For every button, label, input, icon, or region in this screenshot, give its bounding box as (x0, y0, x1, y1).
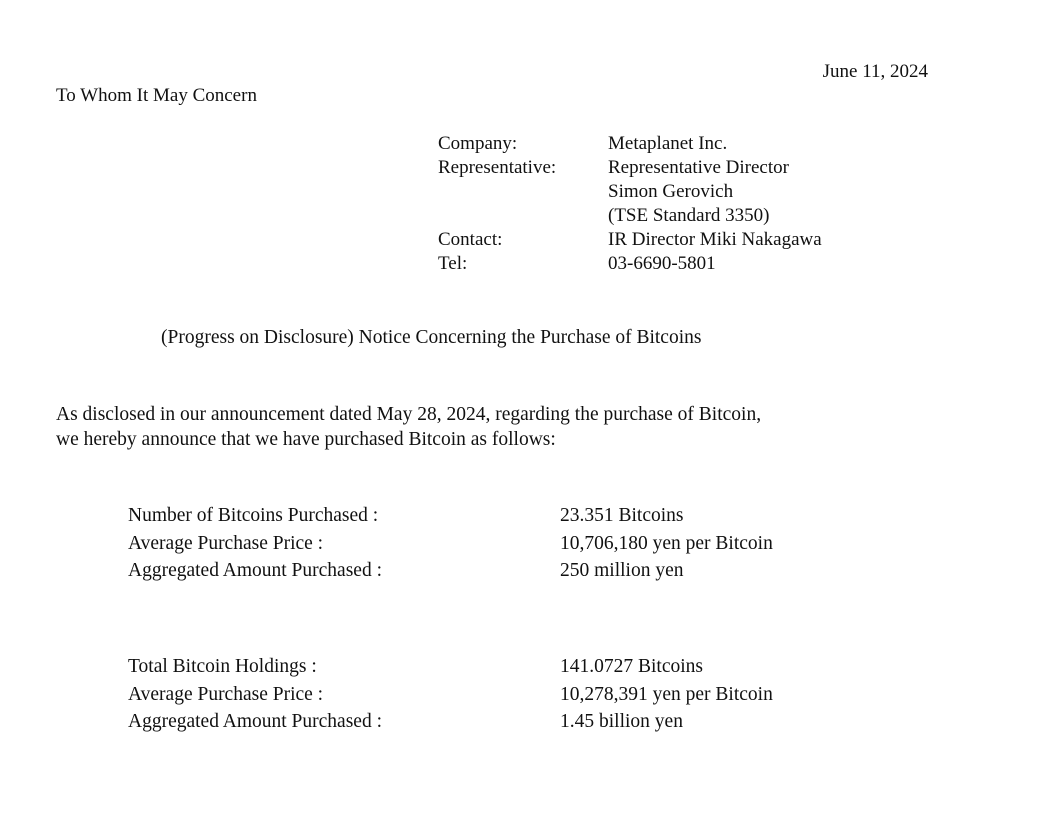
company-label: Company: (438, 133, 518, 154)
holdings-row-label: Aggregated Amount Purchased : (128, 711, 382, 732)
purchase-row-value: 10,706,180 yen per Bitcoin (560, 532, 773, 554)
purchase-row (128, 502, 773, 530)
purchase-row-value: 23.351 Bitcoins (560, 505, 684, 526)
holdings-row (128, 681, 773, 709)
purchase-table (128, 502, 773, 585)
holdings-row (128, 653, 773, 681)
purchase-row-value: 250 million yen (560, 560, 684, 581)
purchase-row (128, 530, 773, 558)
issuer-row-company (438, 132, 822, 156)
purchase-row (128, 557, 773, 585)
document-date: June 11, 2024 (822, 61, 928, 82)
issuer-row-contact (438, 228, 822, 252)
issuer-block (438, 132, 822, 276)
tel-value: 03-6690-5801 (608, 253, 716, 274)
purchase-row-label: Number of Bitcoins Purchased : (128, 505, 379, 526)
body-line-2: we hereby announce that we have purchased Bitcoin as follows: (56, 429, 556, 450)
holdings-row-value: 141.0727 Bitcoins (560, 656, 704, 677)
document-title: (Progress on Disclosure) Notice Concerning the Purchase of Bitcoins (161, 327, 702, 348)
holdings-row (128, 708, 773, 736)
tel-label: Tel: (438, 253, 468, 274)
representative-title: Representative Director (608, 157, 789, 178)
holdings-row-value: 10,278,391 yen per Bitcoin (560, 683, 773, 705)
document-addressee: To Whom It May Concern (56, 85, 257, 106)
purchase-row-label: Aggregated Amount Purchased : (128, 560, 382, 581)
issuer-row-representative-name (438, 180, 822, 204)
listing-code: (TSE Standard 3350) (608, 205, 770, 226)
contact-value: IR Director Miki Nakagawa (608, 229, 822, 250)
issuer-row-representative (438, 156, 822, 180)
body-line-1: As disclosed in our announcement dated May 28, 2024, regarding the purchase of Bitcoin, (56, 404, 762, 425)
representative-label: Representative: (438, 157, 557, 178)
company-value: Metaplanet Inc. (608, 133, 728, 154)
contact-label: Contact: (438, 229, 503, 250)
holdings-table (128, 653, 773, 736)
issuer-row-listing (438, 204, 822, 228)
holdings-row-value: 1.45 billion yen (560, 711, 683, 732)
holdings-row-label: Average Purchase Price : (128, 683, 324, 705)
representative-name: Simon Gerovich (608, 181, 734, 202)
purchase-row-label: Average Purchase Price : (128, 532, 324, 554)
holdings-row-label: Total Bitcoin Holdings : (128, 656, 317, 677)
issuer-row-tel (438, 252, 822, 276)
document-body (56, 402, 986, 452)
